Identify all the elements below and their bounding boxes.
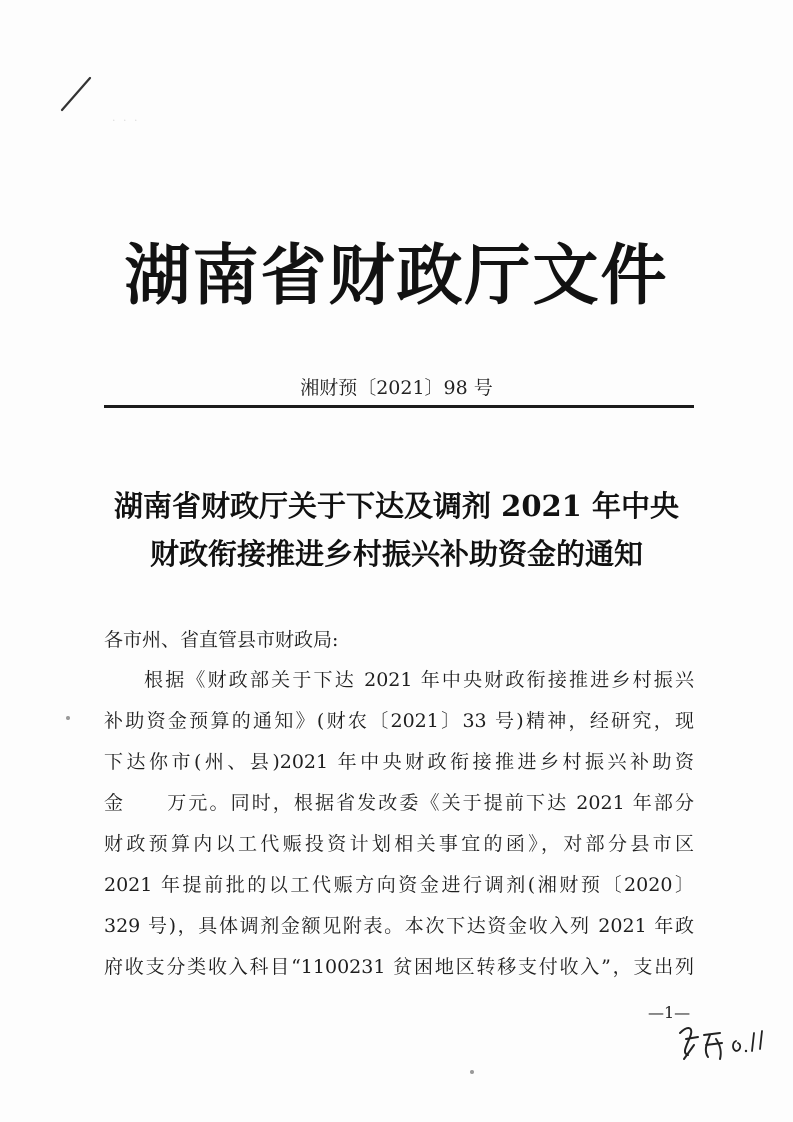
body-line: 2021 年提前批的以工代赈方向资金进行调剂(湘财预〔2020〕 — [104, 874, 694, 896]
document-number: 湘财预〔2021〕98 号 — [300, 377, 493, 399]
body-line: 财政预算内以工代赈投资计划相关事宜的函》，对部分县市区 — [104, 833, 694, 855]
body-line: 下达你市(州、县)2021 年中央财政衔接推进乡村振兴补助资 — [104, 751, 694, 773]
scan-speck — [470, 1070, 474, 1074]
notice-body — [104, 660, 694, 988]
notice-title-line: 财政衔接推进乡村振兴补助资金的通知 — [149, 537, 643, 571]
page-number: —1— — [648, 1003, 691, 1022]
body-line: 329 号)，具体调剂金额见附表。本次下达资金收入列 2021 年政 — [104, 915, 694, 937]
body-line: 补助资金预算的通知》(财农〔2021〕33 号)精神，经研究，现 — [104, 710, 694, 732]
faint-stamp-mark: · · · — [112, 114, 140, 127]
body-line: 金 万元。同时，根据省发改委《关于提前下达 2021 年部分 — [104, 792, 694, 814]
handwritten-signature — [676, 1015, 772, 1071]
document-header-title: 湖南省财政厅文件 — [124, 237, 669, 314]
body-line: 根据《财政部关于下达 2021 年中央财政衔接推进乡村振兴 — [144, 669, 694, 691]
pen-stroke-mark — [58, 74, 94, 114]
body-line: 府收支分类收入科目“1100231 贫困地区转移支付收入”，支出列 — [104, 956, 694, 978]
header-divider — [104, 405, 694, 408]
notice-title — [0, 482, 793, 578]
notice-title-line: 湖南省财政厅关于下达及调剂 2021 年中央 — [114, 489, 679, 523]
scan-speck — [66, 716, 70, 720]
salutation: 各市州、省直管县市财政局: — [104, 629, 339, 651]
